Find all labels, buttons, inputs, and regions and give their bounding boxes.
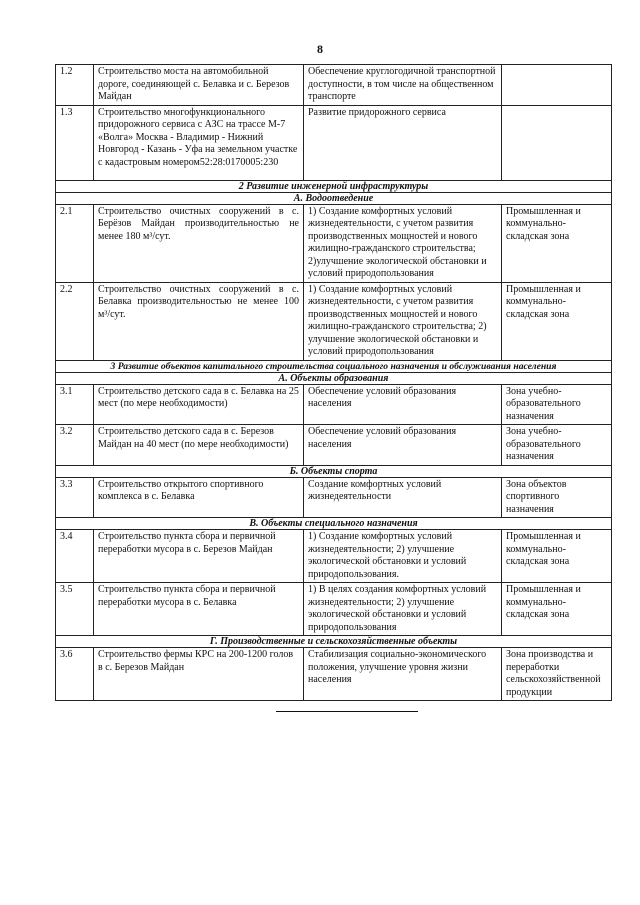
project-cell: Строительство очистных сооружений в с. Берёзов Майдан производительностью не менее 180 м³/сут. <box>94 204 304 282</box>
project-cell: Строительство детского сада в с. Березов Майдан на 40 мест (по мере необходимости) <box>94 425 304 466</box>
project-cell: Строительство многофункционального придорожного сервиса с АЗС на трассе М-7 «Волга» Москва - Владимир - Нижний Новгород - Казань - Уфа на земельном участке с кадастровым номером52:28:0170005:230 <box>94 105 304 180</box>
section-title: 3 Развитие объектов капитального строительства социального назначения и обслуживания населения <box>56 360 612 372</box>
purpose-cell: Обеспечение условий образования населения <box>304 384 502 425</box>
table-row <box>56 583 612 636</box>
table-row <box>56 282 612 360</box>
section-header <box>56 180 612 192</box>
section-title: 2 Развитие инженерной инфраструктуры <box>56 180 612 192</box>
row-number: 2.1 <box>56 204 94 282</box>
zone-cell <box>502 105 612 180</box>
purpose-cell: 1) Создание комфортных условий жизнедеятельности; 2) улучшение экологической обстановки и условий природопользования. <box>304 530 502 583</box>
subsection-header <box>56 636 612 648</box>
row-number: 3.4 <box>56 530 94 583</box>
zone-cell: Зона учебно-образовательного назначения <box>502 384 612 425</box>
table-row <box>56 477 612 518</box>
project-cell: Строительство моста на автомобильной дороге, соединяющей с. Белавка и с. Березов Майдан <box>94 65 304 106</box>
row-number: 3.5 <box>56 583 94 636</box>
footer-divider <box>276 711 418 712</box>
zone-cell <box>502 65 612 106</box>
purpose-cell: Обеспечение условий образования населения <box>304 425 502 466</box>
row-number: 3.3 <box>56 477 94 518</box>
zone-cell: Зона объектов спортивного назначения <box>502 477 612 518</box>
project-cell: Строительство очистных сооружений в с. Белавка производительностью не менее 100 м³/сут. <box>94 282 304 360</box>
subsection-title: В. Объекты специального назначения <box>56 518 612 530</box>
subsection-header <box>56 518 612 530</box>
table-row <box>56 105 612 180</box>
page-number: 8 <box>317 42 323 56</box>
row-number: 1.2 <box>56 65 94 106</box>
subsection-header <box>56 372 612 384</box>
zone-cell: Зона производства и переработки сельскохозяйственной продукции <box>502 648 612 701</box>
purpose-cell: Обеспечение круглогодичной транспортной доступности, в том числе на общественном транспорте <box>304 65 502 106</box>
table-row <box>56 384 612 425</box>
measures-table <box>55 64 612 701</box>
row-number: 3.1 <box>56 384 94 425</box>
purpose-cell: 1) В целях создания комфортных условий жизнедеятельности; 2) улучшение экологической обстановки и условий природопользования <box>304 583 502 636</box>
row-number: 1.3 <box>56 105 94 180</box>
subsection-title: А. Водоотведение <box>56 192 612 204</box>
table-row <box>56 425 612 466</box>
purpose-cell: Создание комфортных условий жизнедеятельности <box>304 477 502 518</box>
subsection-header <box>56 465 612 477</box>
project-cell: Строительство пункта сбора и первичной переработки мусора в с. Березов Майдан <box>94 530 304 583</box>
project-cell: Строительство открытого спортивного комплекса в с. Белавка <box>94 477 304 518</box>
row-number: 3.6 <box>56 648 94 701</box>
purpose-cell: 1) Создание комфортных условий жизнедеятельности, с учетом развития производственных мощностей и нового жилищно-гражданского строительства; 2) улучшение экологической обстановки и условий природопользования <box>304 282 502 360</box>
zone-cell: Промышленная и коммунально-складская зона <box>502 530 612 583</box>
subsection-title: Б. Объекты спорта <box>56 465 612 477</box>
subsection-title: А. Объекты образования <box>56 372 612 384</box>
purpose-cell: 1) Создание комфортных условий жизнедеятельности, с учетом развития производственных мощностей и нового жилищно-гражданского строительства; 2)улучшение экологической обстановки и условий природопользования <box>304 204 502 282</box>
purpose-cell: Стабилизация социально-экономического положения, улучшение уровня жизни населения <box>304 648 502 701</box>
table-row <box>56 65 612 106</box>
section-header <box>56 360 612 372</box>
row-number: 2.2 <box>56 282 94 360</box>
table-row <box>56 648 612 701</box>
table-row <box>56 204 612 282</box>
subsection-title: Г. Производственные и сельскохозяйственные объекты <box>56 636 612 648</box>
project-cell: Строительство детского сада в с. Белавка на 25 мест (по мере необходимости) <box>94 384 304 425</box>
zone-cell: Промышленная и коммунально-складская зона <box>502 204 612 282</box>
zone-cell: Промышленная и коммунально-складская зона <box>502 583 612 636</box>
zone-cell: Зона учебно-образовательного назначения <box>502 425 612 466</box>
subsection-header <box>56 192 612 204</box>
table-row <box>56 530 612 583</box>
zone-cell: Промышленная и коммунально-складская зона <box>502 282 612 360</box>
purpose-cell: Развитие придорожного сервиса <box>304 105 502 180</box>
project-cell: Строительство фермы КРС на 200-1200 голов в с. Березов Майдан <box>94 648 304 701</box>
project-cell: Строительство пункта сбора и первичной переработки мусора в с. Белавка <box>94 583 304 636</box>
row-number: 3.2 <box>56 425 94 466</box>
